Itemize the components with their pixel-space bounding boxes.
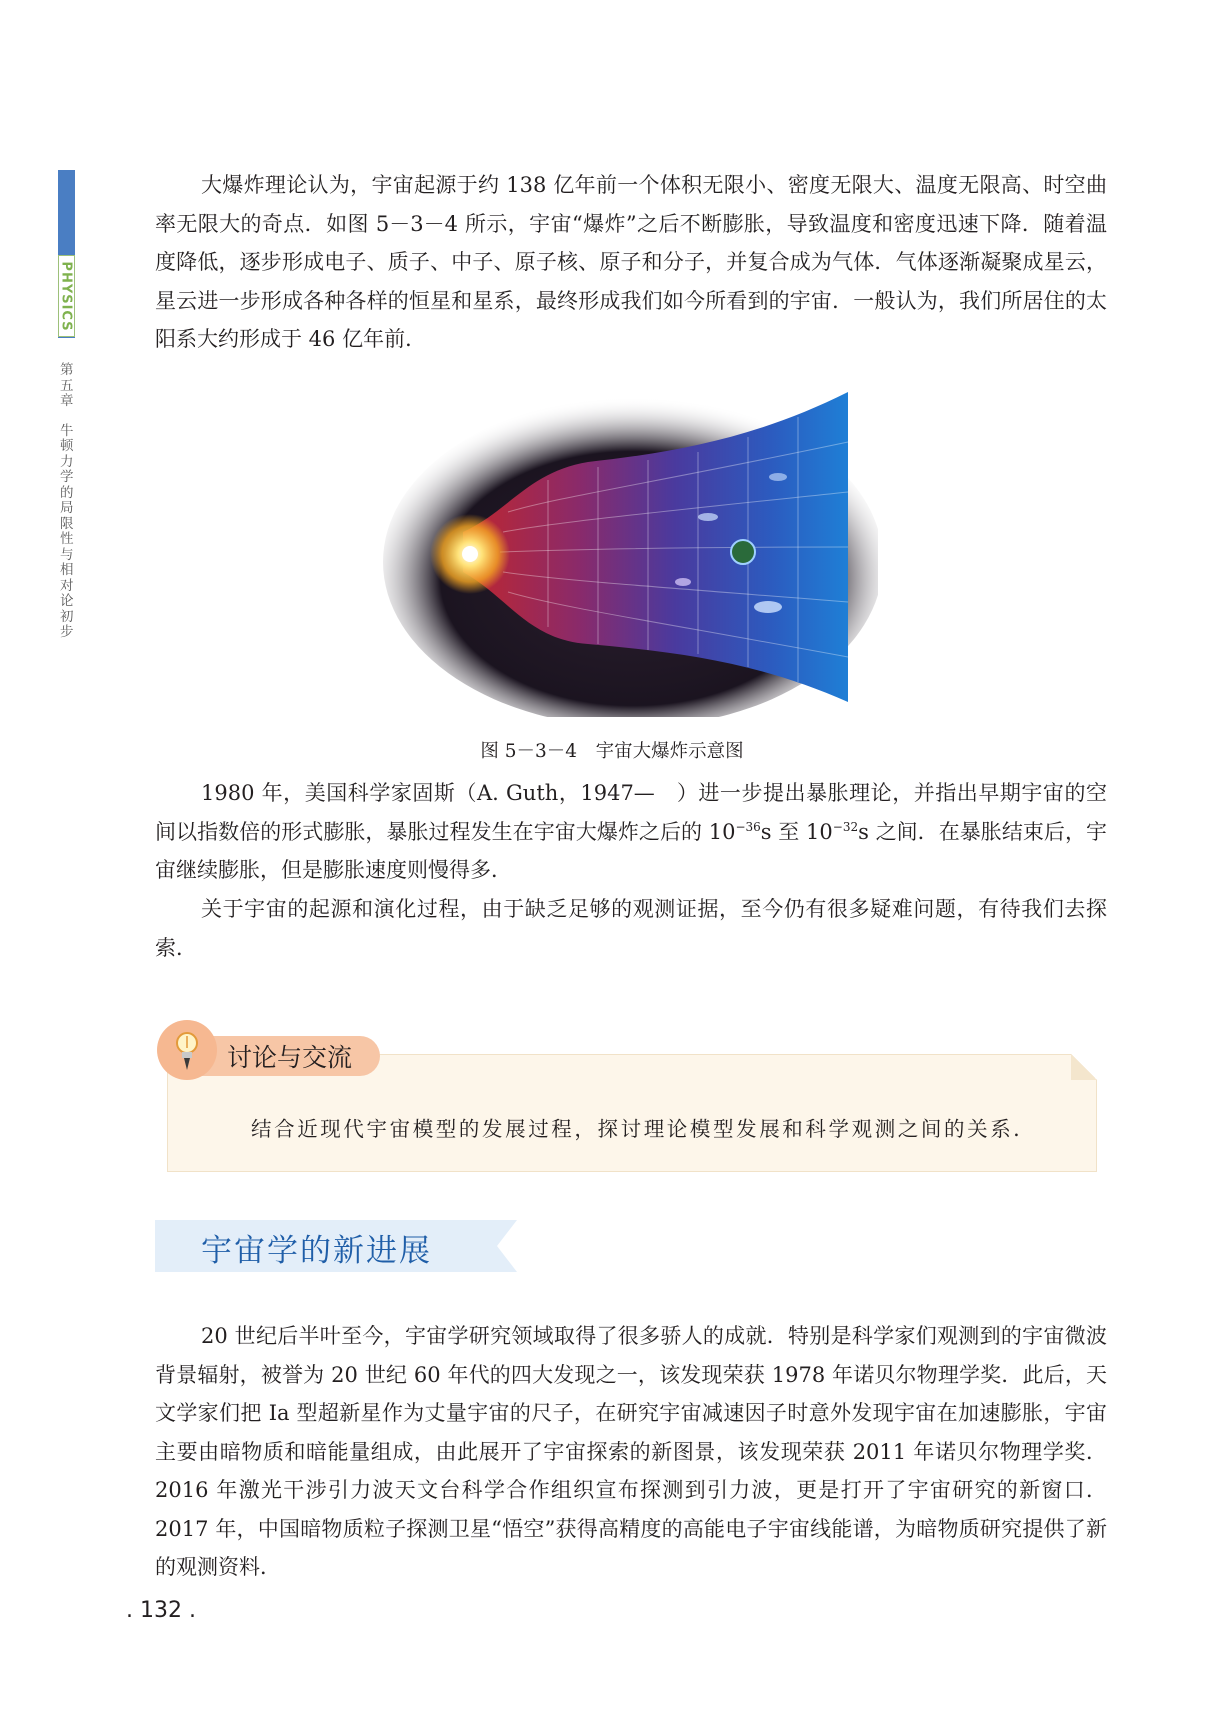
paragraph-big-bang: 大爆炸理论认为，宇宙起源于约 138 亿年前一个体积无限小、密度无限大、温度无限高、时空曲率无限大的奇点．如图 5－3－4 所示，宇宙“爆炸”之后不断膨胀，导致温度和密度迅速下降．随着温度降低，逐步形成电子、质子、中子、原子核、原子和分子，并复合成为气体．气体逐渐凝聚成星云，星云进一步形成各种各样的恒星和星系，最终形成我们如今所看到的宇宙．一般认为，我们所居住的太阳系大约形成于 46 亿年前． [155, 173, 1107, 351]
exponent-1: −36 [735, 819, 761, 834]
inflation-text-b: s 至 10 [760, 819, 833, 844]
chapter-title: 牛顿力学的局限性与相对论初步 [60, 422, 74, 640]
discussion-text: 结合近现代宇宙模型的发展过程，探讨理论模型发展和科学观测之间的关系． [251, 1117, 1037, 1141]
side-tab-physics-label [58, 255, 75, 337]
inflation-text-c: s 之间．在暴胀结束后，宇宙继续膨胀，但是膨胀速度则慢得多． [155, 819, 1107, 882]
paragraph-open-questions: 关于宇宙的起源和演化过程，由于缺乏足够的观测证据，至今仍有很多疑难问题，有待我们去探索． [155, 897, 1107, 960]
lightbulb-pencil-icon [157, 1020, 217, 1080]
paragraph-cosmology-progress: 20 世纪后半叶至今，宇宙学研究领域取得了很多骄人的成就．特别是科学家们观测到的宇宙微波背景辐射，被誉为 20 世纪 60 年代的四大发现之一，该发现荣获 1978 年诺贝尔物理学奖．此后，天文学家们把 Ia 型超新星作为丈量宇宙的尺子，在研究宇宙减速因子时意外发现宇宙在加速膨胀，宇宙主要由暗物质和暗能量组成，由此展开了宇宙探索的新图景，该发现荣获 2011 年诺贝尔物理学奖．2016 年激光干涉引力波天文台科学合作组织宣布探测到引力波，更是打开了宇宙研究的新窗口．2017 年，中国暗物质粒子探测卫星“悟空”获得高精度的高能电子宇宙线能谱，为暗物质研究提供了新的观测资料． [155, 1324, 1107, 1579]
physics-label-text: PHYSICS [59, 260, 75, 332]
figure-caption: 图 5－3－4 宇宙大爆炸示意图 [480, 741, 744, 762]
page-number: . 132 . [126, 1598, 196, 1623]
section-title: 宇宙学的新进展 [201, 1233, 432, 1269]
exponent-2: −32 [832, 819, 859, 834]
chapter-number: 第五章 [60, 362, 74, 409]
big-bang-figure [378, 382, 878, 717]
inflation-text-a: 1980 年，美国科学家固斯（A. Guth，1947— ）进一步提出暴胀理论，并指出早期宇宙的空间以指数倍的形式膨胀，暴胀过程发生在宇宙大爆炸之后的 10 [155, 781, 1107, 844]
paragraph-inflation [155, 774, 1107, 890]
side-chapter-label [60, 363, 76, 641]
discussion-title: 讨论与交流 [227, 1043, 353, 1072]
